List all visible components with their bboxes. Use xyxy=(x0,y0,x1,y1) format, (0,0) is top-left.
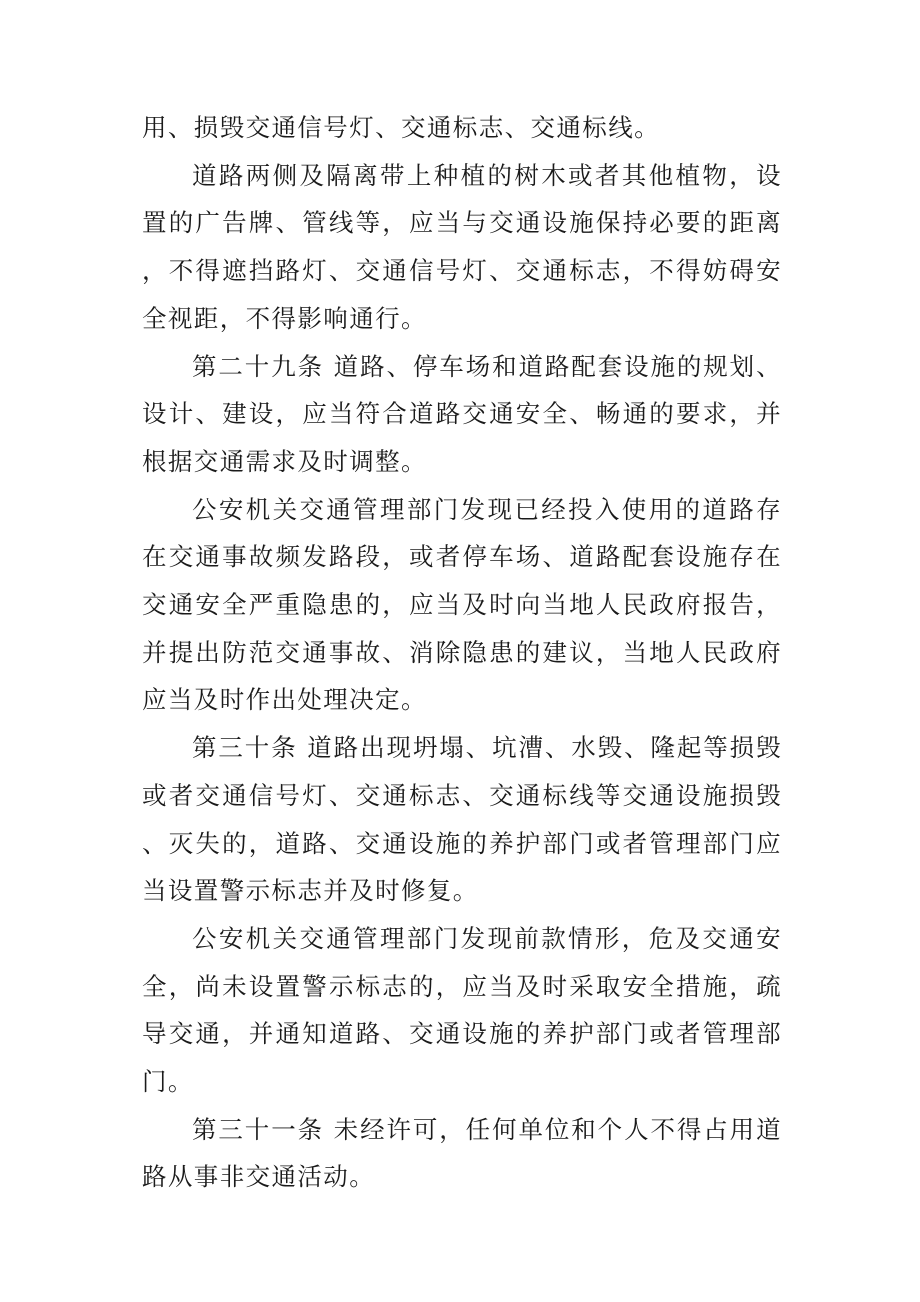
paragraph-continuation: 用、损毁交通信号灯、交通标志、交通标线。 xyxy=(142,113,660,142)
paragraph-article-30: 第三十条 道路出现坍塌、坑漕、水毁、隆起等损毁或者交通信号灯、交通标志、交通标线等交通设施损毁、灭失的，道路、交通设施的养护部门或者管理部门应当设置警示标志并及时修复。 xyxy=(142,733,782,906)
paragraph-police-report: 公安机关交通管理部门发现已经投入使用的道路存在交通事故频发路段，或者停车场、道路配套设施存在交通安全严重隐患的，应当及时向当地人民政府报告，并提出防范交通事故、消除隐患的建议，当地人民政府应当及时作出处理决定。 xyxy=(142,494,782,715)
document-body xyxy=(142,104,782,1201)
paragraph-article-29: 第二十九条 道路、停车场和道路配套设施的规划、设计、建设，应当符合道路交通安全、畅通的要求，并根据交通需求及时调整。 xyxy=(142,351,782,476)
paragraph-police-measures: 公安机关交通管理部门发现前款情形，危及交通安全，尚未设置警示标志的，应当及时采取安全措施，疏导交通，并通知道路、交通设施的养护部门或者管理部门。 xyxy=(142,923,782,1097)
paragraph-article-31: 第三十一条 未经许可，任何单位和个人不得占用道路从事非交通活动。 xyxy=(142,1114,782,1192)
paragraph-roadside-plants: 道路两侧及隔离带上种植的树木或者其他植物，设置的广告牌、管线等，应当与交通设施保持必要的距离，不得遮挡路灯、交通信号灯、交通标志，不得妨碍安全视距，不得影响通行。 xyxy=(142,160,782,333)
